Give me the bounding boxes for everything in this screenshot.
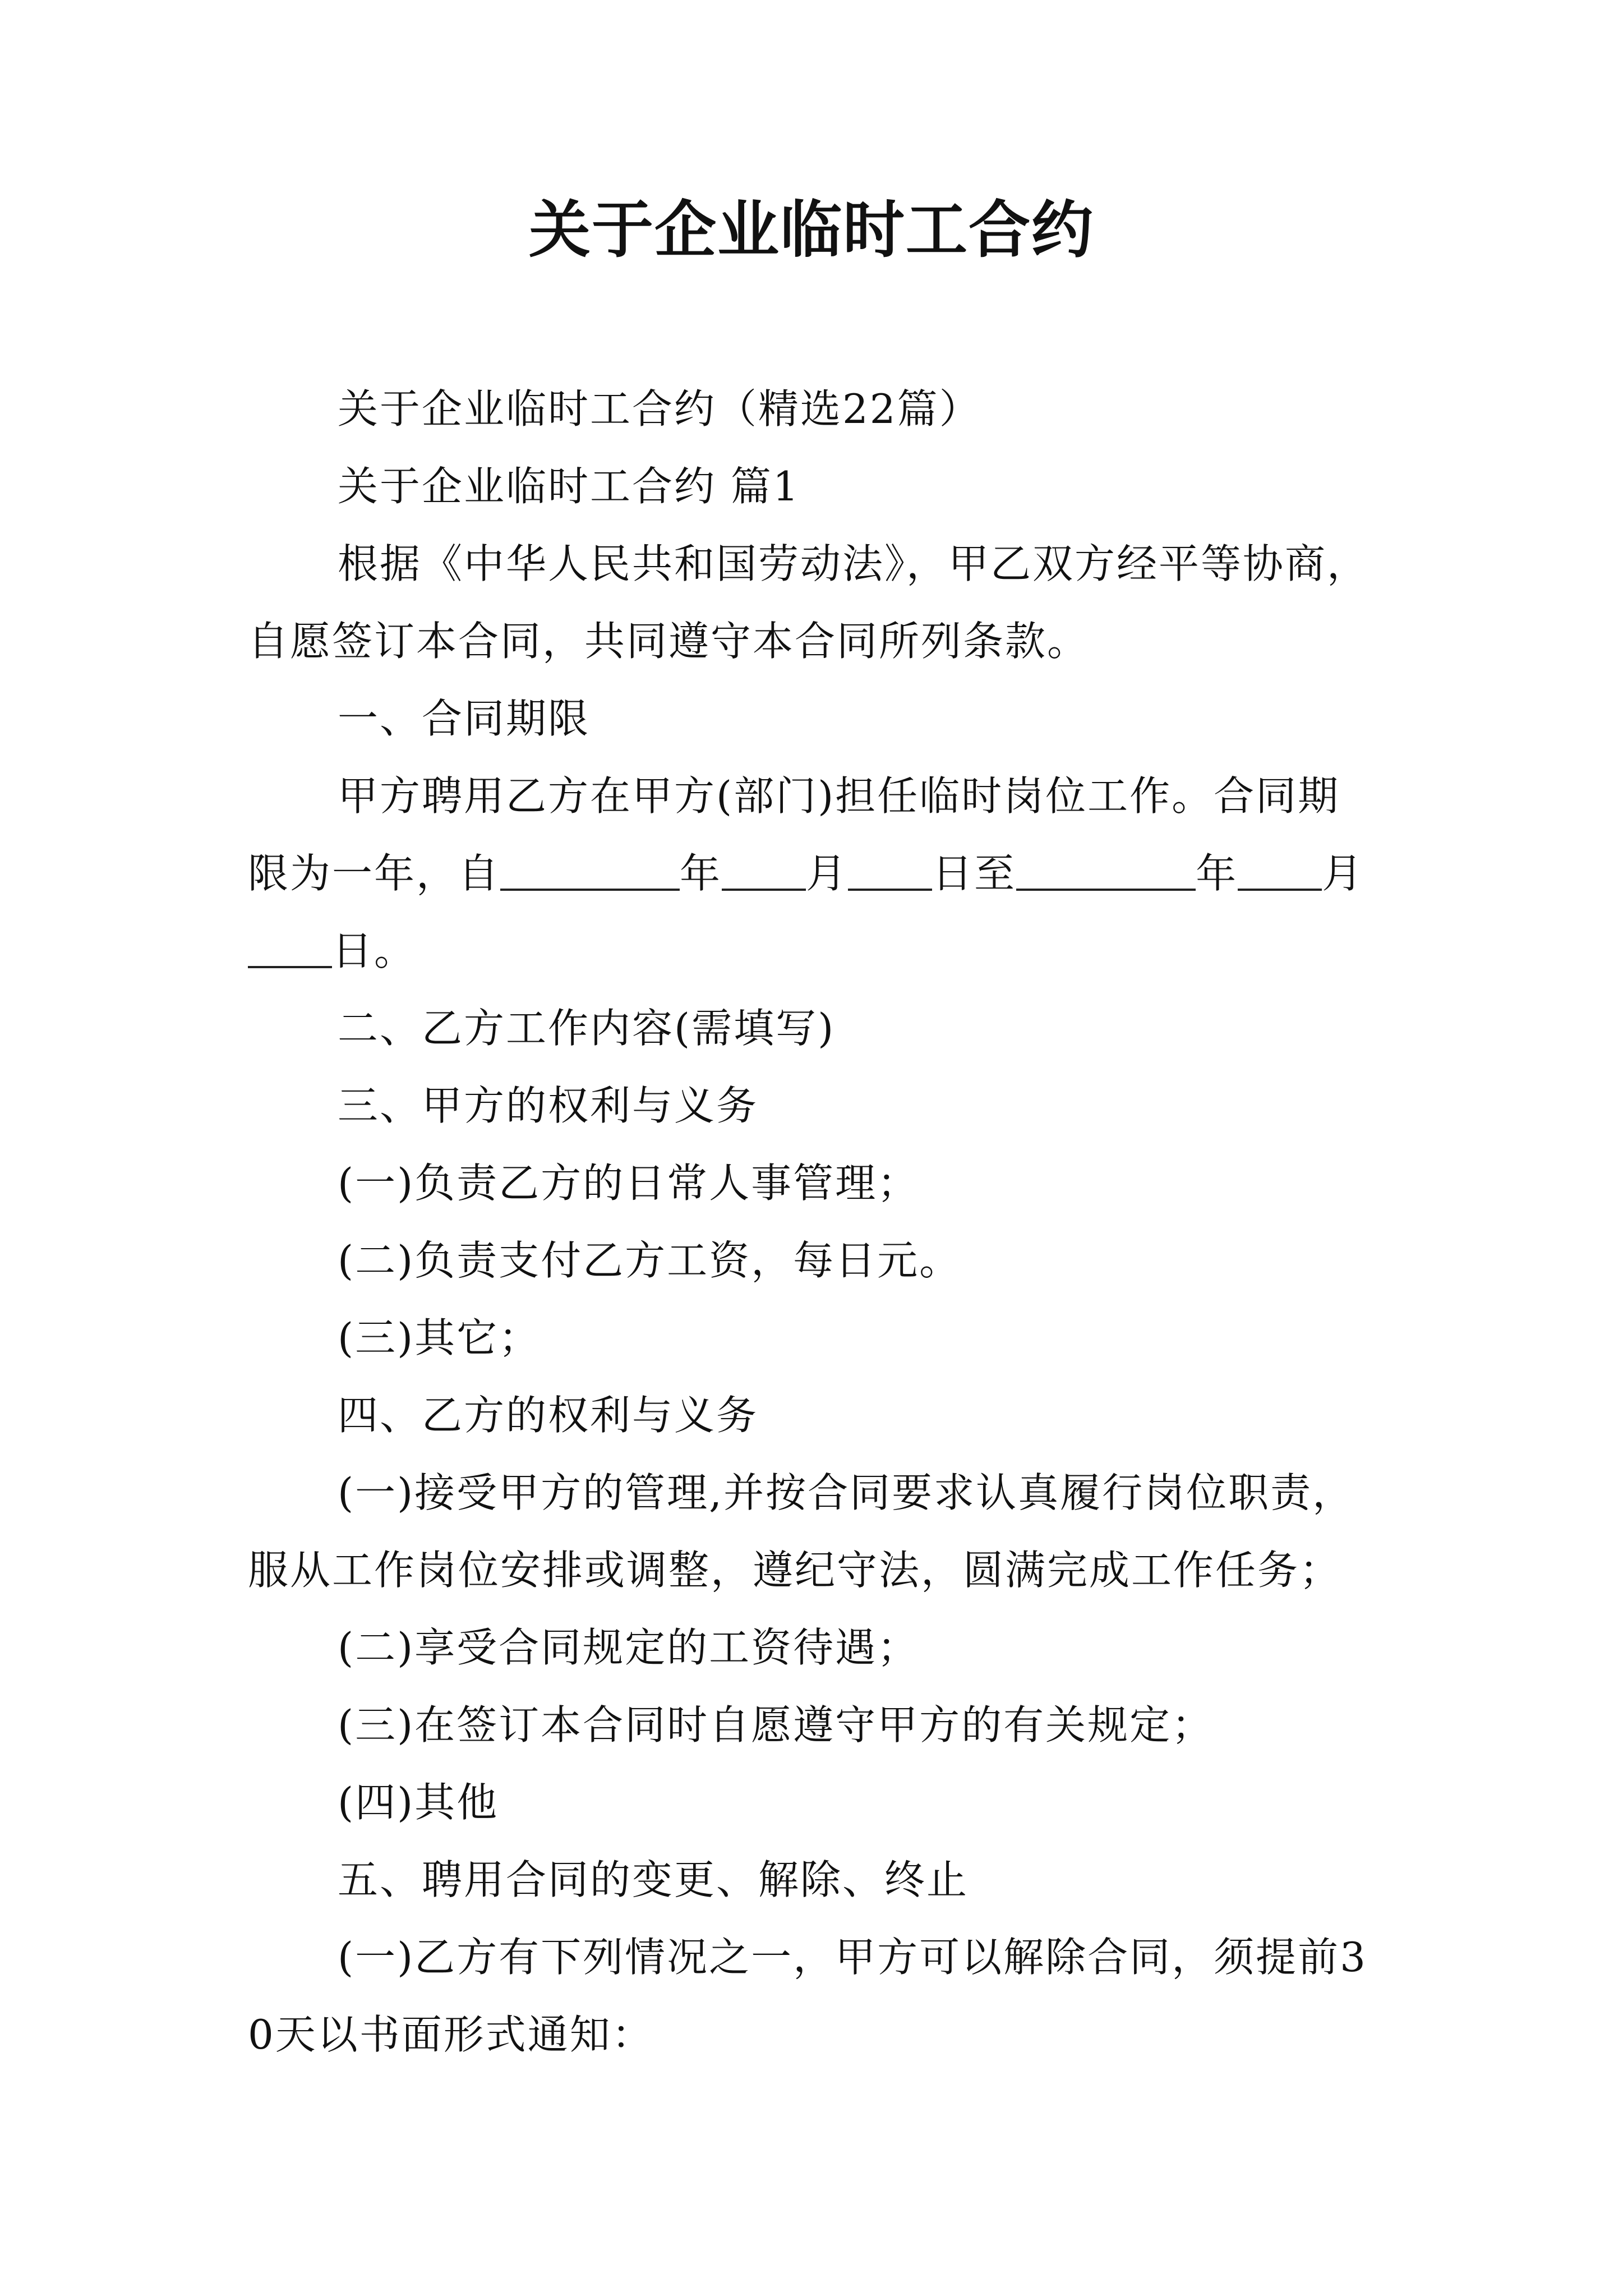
blank-start-month <box>722 855 806 891</box>
section-2-heading: 二、乙方工作内容(需填写) <box>338 1005 836 1052</box>
term-text: 甲方聘用乙方在甲方(部门)担任临时岗位工作。合同期限为一年，自 <box>248 772 1340 897</box>
section-3-item-1: (一)负责乙方的日常人事管理； <box>338 1159 920 1207</box>
section-3-heading: 三、甲方的权利与义务 <box>338 1082 759 1129</box>
year-label: 年 <box>680 850 722 897</box>
year-label-2: 年 <box>1196 850 1238 897</box>
section-4-heading: 四、乙方的权利与义务 <box>338 1392 759 1439</box>
section-3-item-3: (三)其它； <box>338 1314 541 1361</box>
section-4-item-3: (三)在签订本合同时自愿遵守甲方的有关规定； <box>338 1701 1214 1749</box>
document-title: 关于企业临时工合约 <box>529 194 1094 266</box>
section-5-heading: 五、聘用合同的变更、解除、终止 <box>338 1856 969 1903</box>
day-end-label: 日。 <box>332 927 417 974</box>
blank-start-year <box>500 855 680 891</box>
day-to-label: 日至 <box>932 850 1017 897</box>
blank-end-day <box>248 932 332 968</box>
month-label: 月 <box>806 850 849 897</box>
section-5-item-1: (一)乙方有下列情况之一，甲方可以解除合同，须提前30天以书面形式通知： <box>248 1934 1367 2058</box>
blank-start-day <box>848 855 932 891</box>
section-4-item-2: (二)享受合同规定的工资待遇； <box>338 1624 920 1671</box>
blank-end-year <box>1016 855 1196 891</box>
subtitle: 关于企业临时工合约（精选22篇） <box>338 385 981 432</box>
section-4-item-4: (四)其他 <box>338 1779 499 1826</box>
blank-end-month <box>1238 855 1322 891</box>
document-body <box>248 370 1375 2073</box>
section-1-term-paragraph <box>248 757 1375 990</box>
part-heading: 关于企业临时工合约 篇1 <box>338 463 800 510</box>
section-4-item-1: (一)接受甲方的管理,并按合同要求认真履行岗位职责，服从工作岗位安排或调整，遵纪守法，圆满完成工作任务； <box>248 1469 1355 1594</box>
intro-paragraph: 根据《中华人民共和国劳动法》，甲乙双方经平等协商，自愿签订本合同，共同遵守本合同所列条款。 <box>248 540 1370 665</box>
month-label-2: 月 <box>1322 850 1364 897</box>
section-1-heading: 一、合同期限 <box>338 695 591 742</box>
section-3-item-2: (二)负责支付乙方工资，每日元。 <box>338 1237 962 1284</box>
